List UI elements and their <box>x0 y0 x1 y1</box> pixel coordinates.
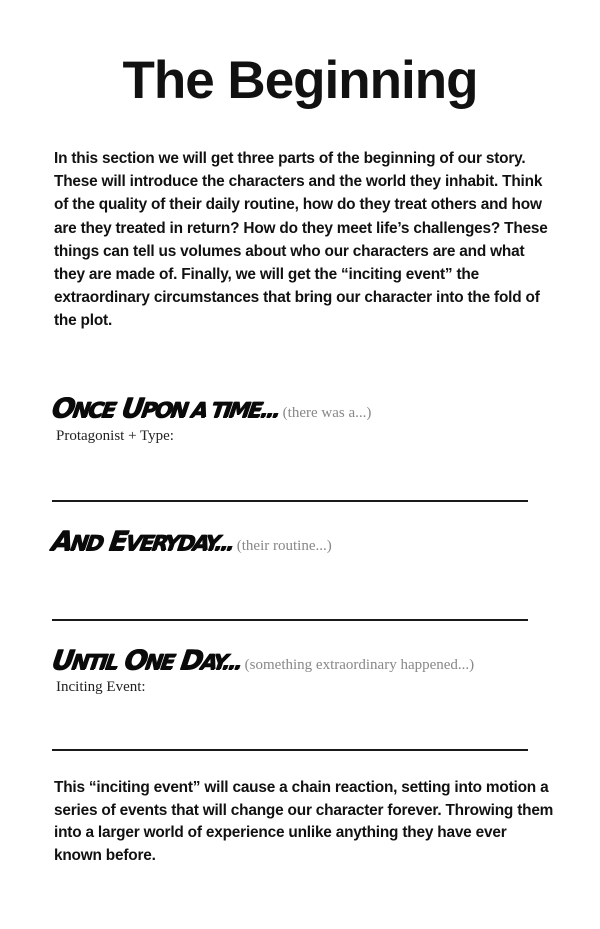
section-hint: (something extraordinary happened...) <box>244 657 475 673</box>
heading-initial: D <box>178 645 204 676</box>
heading-initial: O <box>122 645 148 676</box>
section-hint: (there was a...) <box>282 405 372 421</box>
intro-paragraph: In this section we will get three parts of the beginning of our story. These will introduce the characters and the world they inhabit. Think of the quality of their daily routine, how do they treat others and how are they treated in return? How do they meet life’s challenges? These things can tell us volumes about who our characters are and what they are made of. Finally, we will get the “inciting event” the extraordinary circumstances that bring our character into the fold of the plot. <box>54 150 548 330</box>
field-label-protagonist: Protagonist + Type: <box>56 428 174 444</box>
answer-line-inciting-event[interactable] <box>52 749 528 751</box>
heading-initial: A <box>49 526 74 557</box>
heading-initial: O <box>49 393 76 424</box>
heading-initial: U <box>49 645 75 676</box>
answer-line-routine[interactable] <box>52 619 528 621</box>
section-once-upon-a-time <box>49 393 372 424</box>
section-heading <box>50 645 243 676</box>
section-until-one-day <box>49 645 475 676</box>
field-label-inciting-event: Inciting Event: <box>56 679 146 695</box>
answer-line-protagonist[interactable] <box>52 500 528 502</box>
section-heading <box>50 526 235 557</box>
heading-initial: U <box>119 393 144 424</box>
heading-rest: NCE <box>71 398 116 422</box>
page-title: The Beginning <box>122 51 478 110</box>
heading-rest: ND <box>69 531 104 555</box>
heading-rest: NE <box>143 650 175 674</box>
outro-paragraph: This “inciting event” will cause a chain reaction, setting into motion a series of events that will change our character forever. Throwing them into a larger world of experience unlike anything they have ever known before. <box>54 779 554 864</box>
heading-rest: VERYDAY... <box>123 531 235 555</box>
section-heading <box>50 393 281 424</box>
heading-initial: E <box>107 526 128 557</box>
heading-rest: PON A TIME... <box>139 398 281 422</box>
section-hint: (their routine...) <box>236 538 332 554</box>
heading-rest: AY... <box>199 650 243 674</box>
heading-rest: NTIL <box>70 650 119 674</box>
section-and-everyday <box>49 526 332 557</box>
